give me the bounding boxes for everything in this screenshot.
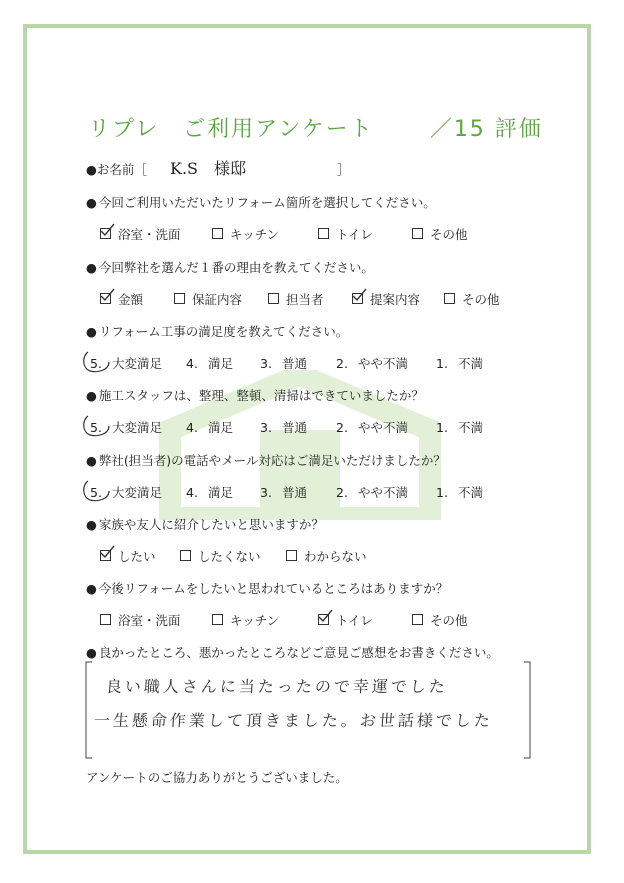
rating-label: 満足 [207,420,233,435]
option-label: トイレ [336,227,373,242]
rating-label: やや不満 [357,485,408,500]
q1-option-kitchen[interactable] [212,225,279,243]
option-label: その他 [430,613,468,628]
q3-rating-5[interactable] [90,354,162,372]
circle-mark-icon [82,477,112,503]
checkbox[interactable] [100,614,111,625]
q5-rating-5[interactable] [90,483,162,501]
checkmark-icon [351,288,367,302]
question-3 [86,322,348,340]
bullet: ● [86,388,97,403]
option-label: キッチン [230,613,280,628]
checkbox[interactable] [100,228,111,239]
q2-option-other[interactable] [444,290,500,308]
question-3-text: リフォーム工事の満足度を教えてください。 [98,324,349,339]
checkmark-icon [99,223,115,237]
rating-label: 不満 [457,485,483,500]
option-label: トイレ [336,613,373,628]
question-2 [86,258,374,276]
checkbox[interactable] [100,550,111,561]
q6-option-unsure[interactable] [286,547,367,565]
rating-number: 5. [90,420,102,435]
bullet: ● [86,195,97,210]
q3-rating-4[interactable] [186,354,233,372]
circle-mark-icon [82,412,112,438]
comment-line-1: 良い職人さんに当たったので幸運でした [105,677,449,696]
rating-label: やや不満 [357,356,408,371]
question-8 [86,643,499,661]
rating-label: 大変満足 [111,356,162,371]
q2-option-proposal[interactable] [352,290,420,308]
question-7 [86,579,448,597]
option-label: その他 [462,292,500,307]
option-label: キッチン [230,227,280,242]
checkbox[interactable] [352,293,363,304]
thank-you-footer: アンケートのご協力ありがとうございました。 [86,770,348,785]
question-4 [86,386,424,404]
q4-rating-3[interactable] [260,418,307,436]
option-label: 金額 [118,292,144,307]
checkbox[interactable] [212,228,223,239]
bullet: ● [86,260,97,275]
q5-rating-2[interactable] [336,483,408,501]
bullet: ● [86,581,97,596]
q7-option-kitchen[interactable] [212,611,279,629]
question-6-text: 家族や友人に紹介したいと思いますか？ [98,517,324,532]
option-label: 担当者 [286,292,324,307]
option-label: その他 [430,227,468,242]
q5-rating-4[interactable] [186,483,233,501]
checkbox[interactable] [268,293,279,304]
checkbox[interactable] [180,550,191,561]
rating-number: 3. [260,485,272,500]
q7-option-other[interactable] [412,611,468,629]
rating-label: 不満 [457,420,483,435]
question-8-text: 良かったところ、悪かったところなどご意見ご感想をお書きください。 [98,645,499,660]
question-5-text: 弊社(担当者)の電話やメール対応はご満足いただけましたか？ [98,453,446,468]
q7-option-bath[interactable] [100,611,181,629]
rating-number: 2. [336,485,348,500]
circle-mark-icon [82,348,112,374]
checkmark-icon [99,288,115,302]
score-label: ／15 評価 [429,117,543,142]
rating-label: 満足 [207,356,233,371]
rating-number: 4. [186,420,198,435]
rating-label: 大変満足 [111,420,162,435]
checkbox[interactable] [444,293,455,304]
rating-number: 5. [90,356,102,371]
form-title [88,112,543,143]
q5-rating-3[interactable] [260,483,307,501]
q1-option-bath[interactable] [100,225,181,243]
rating-label: 不満 [457,356,483,371]
checkbox[interactable] [318,614,329,625]
rating-number: 3. [260,420,272,435]
q3-rating-1[interactable] [436,354,483,372]
rating-label: 満足 [207,485,233,500]
rating-label: 普通 [281,485,307,500]
checkbox[interactable] [212,614,223,625]
rating-number: 1. [436,420,448,435]
checkbox[interactable] [318,228,329,239]
q7-option-toilet[interactable] [318,611,373,629]
rating-number: 3. [260,356,272,371]
question-7-text: 今後リフォームをしたいと思われているところはありますか？ [98,581,449,596]
checkmark-icon [317,609,333,623]
option-label: わからない [304,549,367,564]
q5-rating-1[interactable] [436,483,483,501]
q1-option-toilet[interactable] [318,225,373,243]
option-label: 提案内容 [370,292,421,307]
question-1 [86,193,436,211]
comment-line-2: 一生懸命作業して頂きました。お世話様でした [93,711,494,730]
q2-option-price[interactable] [100,290,143,308]
q6-option-no[interactable] [180,547,261,565]
question-4-text: 施工スタッフは、整理、整頓、清掃はできていましたか？ [98,388,424,403]
checkbox[interactable] [412,614,423,625]
bullet: ● [86,517,97,532]
rating-number: 1. [436,356,448,371]
q3-rating-2[interactable] [336,354,408,372]
name-bracket-close: ］ [337,162,350,177]
question-6 [86,515,324,533]
name-label: ●お名前［ [86,162,147,177]
checkbox[interactable] [412,228,423,239]
bullet: ● [86,324,97,339]
rating-number: 4. [186,485,198,500]
checkmark-icon [99,545,115,559]
question-5 [86,451,446,469]
rating-label: やや不満 [357,420,408,435]
q6-option-yes[interactable] [100,547,156,565]
q3-rating-3[interactable] [260,354,307,372]
q4-rating-5[interactable] [90,418,162,436]
rating-number: 4. [186,356,198,371]
q2-option-warranty[interactable] [174,290,242,308]
rating-number: 2. [336,356,348,371]
checkbox[interactable] [174,293,185,304]
option-label: 浴室・洗面 [118,227,181,242]
name-value: K.S 様邸 [170,159,247,178]
q2-option-staff[interactable] [268,290,324,308]
q4-rating-1[interactable] [436,418,483,436]
question-1-text: 今回ご利用いただいたリフォーム箇所を選択してください。 [98,195,436,210]
rating-label: 普通 [281,420,307,435]
checkbox[interactable] [100,293,111,304]
option-label: 浴室・洗面 [118,613,181,628]
bullet: ● [86,453,97,468]
bullet: ● [86,645,97,660]
rating-number: 5. [90,485,102,500]
rating-label: 普通 [281,356,307,371]
checkbox[interactable] [286,550,297,561]
option-label: したい [118,549,156,564]
option-label: 保証内容 [192,292,243,307]
title-text: リプレ ご利用アンケート [88,117,374,142]
rating-number: 1. [436,485,448,500]
rating-label: 大変満足 [111,485,162,500]
q1-option-other[interactable] [412,225,468,243]
rating-number: 2. [336,420,348,435]
q4-rating-4[interactable] [186,418,233,436]
question-2-text: 今回弊社を選んだ１番の理由を教えてください。 [98,260,374,275]
option-label: したくない [198,549,261,564]
q4-rating-2[interactable] [336,418,408,436]
